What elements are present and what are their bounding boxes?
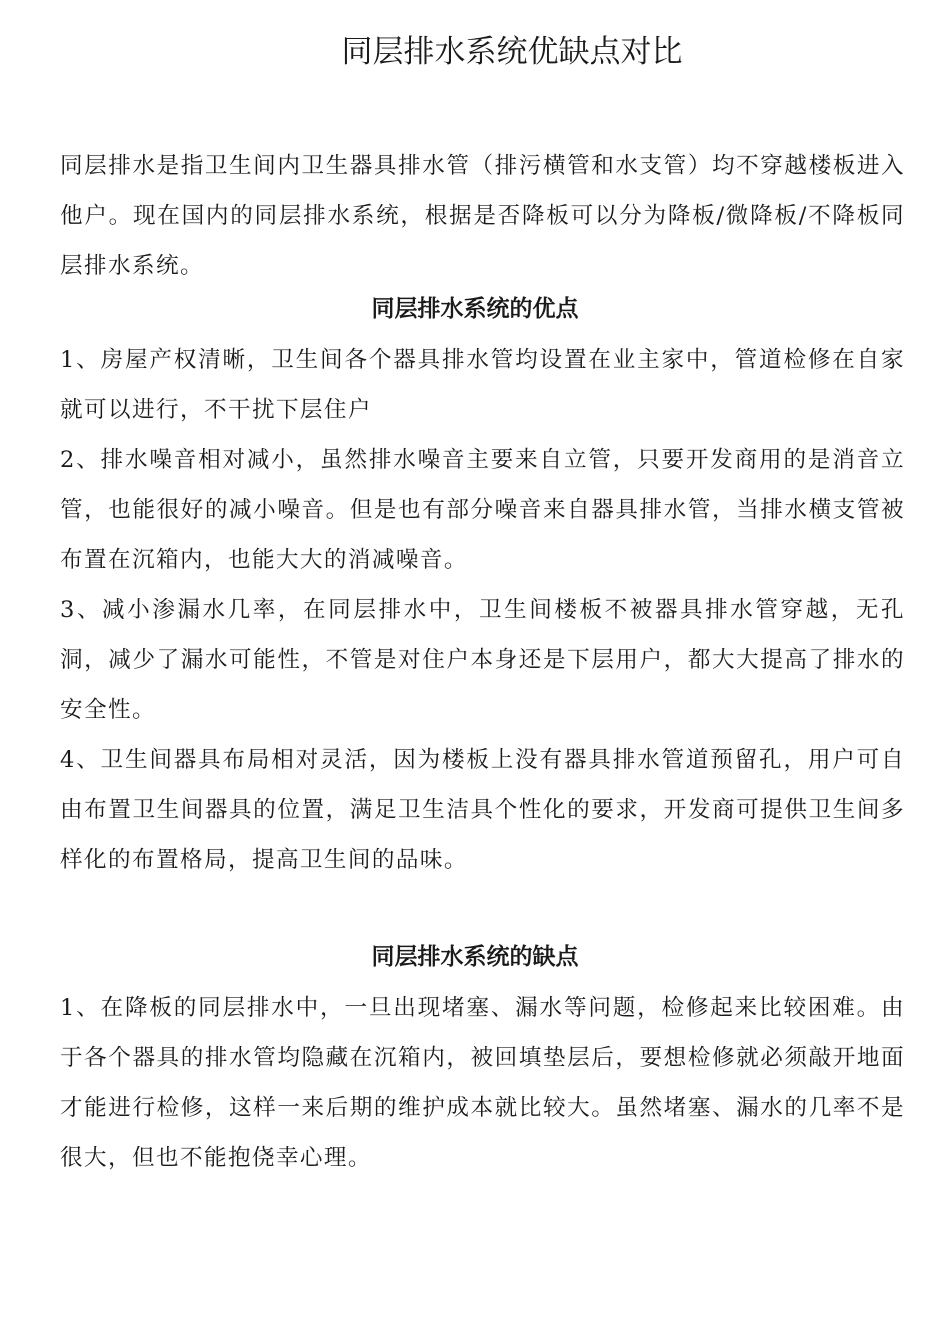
advantages-list [60, 335, 905, 885]
disadvantages-list [60, 983, 905, 1183]
advantage-item-2: 2、排水噪音相对减小，虽然排水噪音主要来自立管，只要开发商用的是消音立管，也能很好的减小噪音。但是也有部分噪音来自器具排水管，当排水横支管被布置在沉箱内，也能大大的消减噪音。 [60, 447, 905, 573]
intro-paragraph: 同层排水是指卫生间内卫生器具排水管（排污横管和水支管）均不穿越楼板进入他户。现在国内的同层排水系统，根据是否降板可以分为降板/微降板/不降板同层排水系统。 [60, 153, 905, 279]
disadvantages-heading: 同层排水系统的缺点 [371, 944, 579, 970]
advantage-item-3: 3、减小渗漏水几率，在同层排水中，卫生间楼板不被器具排水管穿越，无孔洞，减少了漏水可能性，不管是对住户本身还是下层用户，都大大提高了排水的安全性。 [60, 597, 905, 723]
advantage-item-4: 4、卫生间器具布局相对灵活，因为楼板上没有器具排水管道预留孔，用户可自由布置卫生间器具的位置，满足卫生洁具个性化的要求，开发商可提供卫生间多样化的布置格局，提高卫生间的品味。 [60, 747, 905, 873]
document-title: 同层排水系统优缺点对比 [341, 34, 683, 70]
advantage-item-1: 1、房屋产权清晰，卫生间各个器具排水管均设置在业主家中，管道检修在自家就可以进行，不干扰下层住户 [60, 347, 905, 423]
disadvantage-item-1: 1、在降板的同层排水中，一旦出现堵塞、漏水等问题，检修起来比较困难。由于各个器具的排水管均隐藏在沉箱内，被回填垫层后，要想检修就必须敲开地面才能进行检修，这样一来后期的维护成本就比较大。虽然堵塞、漏水的几率不是很大，但也不能抱侥幸心理。 [60, 995, 905, 1171]
advantages-heading: 同层排水系统的优点 [371, 296, 579, 322]
